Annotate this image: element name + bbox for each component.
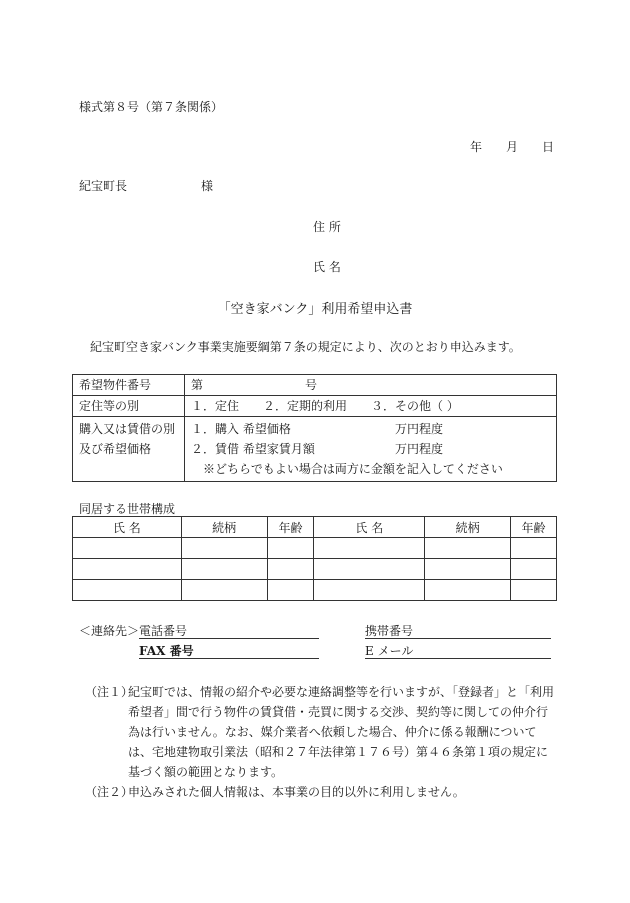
date-year-label: 年 — [470, 140, 483, 154]
email-field[interactable] — [365, 642, 551, 659]
household-cell[interactable] — [425, 538, 511, 559]
note-2 — [85, 782, 555, 802]
note-1-label: （注１） — [85, 685, 134, 699]
date-month-label: 月 — [506, 140, 519, 154]
note-1 — [85, 682, 555, 782]
date-day-label: 日 — [542, 140, 555, 154]
purchase-rent-label-1: 購入又は賃借の別 — [79, 422, 176, 436]
household-cell[interactable] — [73, 580, 182, 601]
note-1-text: 紀宝町では、情報の紹介や必要な連絡調整等を行いますが、「登録者」と「利用希望者」間で行う物件の賃貸借・売買に関する交渉、契約等に関しての仲介行為は行いません。なお、媒介業者へ依頼した場合、仲介に係る報酬については、宅地建物取引業法（昭和２７年法律第１７６号）第４６条第１項の規定に基づく額の範囲となります。 — [128, 685, 555, 779]
property-number-label: 希望物件番号 — [73, 375, 185, 396]
household-cell[interactable] — [181, 559, 267, 580]
residence-option-2[interactable]: ２．定期的利用 — [263, 399, 348, 413]
table-row — [73, 580, 557, 601]
addressee — [79, 177, 214, 194]
household-cell[interactable] — [267, 538, 314, 559]
purchase-price-unit: 万円程度 — [395, 422, 444, 436]
email-label: E メール — [365, 644, 414, 658]
fax-field[interactable] — [139, 642, 319, 659]
residence-type-field[interactable] — [185, 396, 557, 417]
household-col-name-1: 氏 名 — [73, 517, 182, 538]
fax-label: FAX 番号 — [139, 644, 194, 658]
household-col-name-2: 氏 名 — [314, 517, 425, 538]
household-cell[interactable] — [73, 538, 182, 559]
property-number-suffix: 号 — [305, 378, 318, 392]
household-cell[interactable] — [314, 580, 425, 601]
household-col-relation-2: 続柄 — [425, 517, 511, 538]
phone-field[interactable] — [139, 622, 319, 639]
household-cell[interactable] — [181, 538, 267, 559]
intro-text: 紀宝町空き家バンク事業実施要綱第７条の規定により、次のとおり申込みます。 — [90, 340, 521, 354]
purchase-rent-field[interactable] — [185, 417, 557, 482]
household-cell[interactable] — [73, 559, 182, 580]
addressee-name: 紀宝町長 — [79, 179, 128, 193]
household-col-age-2: 年齢 — [511, 517, 557, 538]
property-number-field[interactable] — [185, 375, 557, 396]
price-note: ※どちらでもよい場合は両方に金額を記入してください — [203, 462, 503, 476]
residence-option-1[interactable]: １．定住 — [191, 399, 240, 413]
household-table — [72, 516, 557, 601]
purchase-rent-label — [73, 417, 185, 482]
table-row — [73, 538, 557, 559]
household-cell[interactable] — [314, 559, 425, 580]
phone-label: 電話番号 — [139, 624, 188, 638]
application-table — [72, 374, 557, 482]
note-2-label: （注２） — [85, 785, 134, 799]
name-label: 氏 名 — [313, 260, 341, 274]
purchase-rent-label-2: 及び希望価格 — [79, 442, 152, 456]
household-cell[interactable] — [181, 580, 267, 601]
household-heading: 同居する世帯構成 — [79, 502, 176, 516]
rent-price-unit: 万円程度 — [395, 442, 444, 456]
property-number-prefix: 第 — [191, 378, 204, 392]
note-2-text: 申込みされた個人情報は、本事業の目的以外に利用しません。 — [128, 785, 465, 799]
household-cell[interactable] — [425, 580, 511, 601]
rent-price-label: ２．賃借 希望家賃月額 — [191, 442, 315, 456]
mobile-field[interactable] — [365, 622, 551, 639]
table-row — [73, 559, 557, 580]
household-cell[interactable] — [267, 580, 314, 601]
document-title: 「空き家バンク」利用希望申込書 — [217, 302, 413, 317]
residence-option-3[interactable]: ３．その他（ ） — [371, 399, 459, 413]
notes — [85, 682, 555, 802]
contact-label: ＜連絡先＞ — [79, 624, 140, 638]
purchase-price-label: １．購入 希望価格 — [191, 422, 291, 436]
household-col-relation-1: 続柄 — [181, 517, 267, 538]
household-cell[interactable] — [425, 559, 511, 580]
household-header-row — [73, 517, 557, 538]
form-number: 様式第８号（第７条関係） — [79, 100, 224, 114]
household-cell[interactable] — [511, 559, 557, 580]
household-col-age-1: 年齢 — [267, 517, 314, 538]
honorific: 様 — [201, 179, 214, 193]
mobile-label: 携帯番号 — [365, 624, 414, 638]
household-cell[interactable] — [511, 580, 557, 601]
household-cell[interactable] — [511, 538, 557, 559]
household-cell[interactable] — [267, 559, 314, 580]
residence-type-label: 定住等の別 — [73, 396, 185, 417]
household-cell[interactable] — [314, 538, 425, 559]
address-label: 住 所 — [313, 220, 341, 234]
